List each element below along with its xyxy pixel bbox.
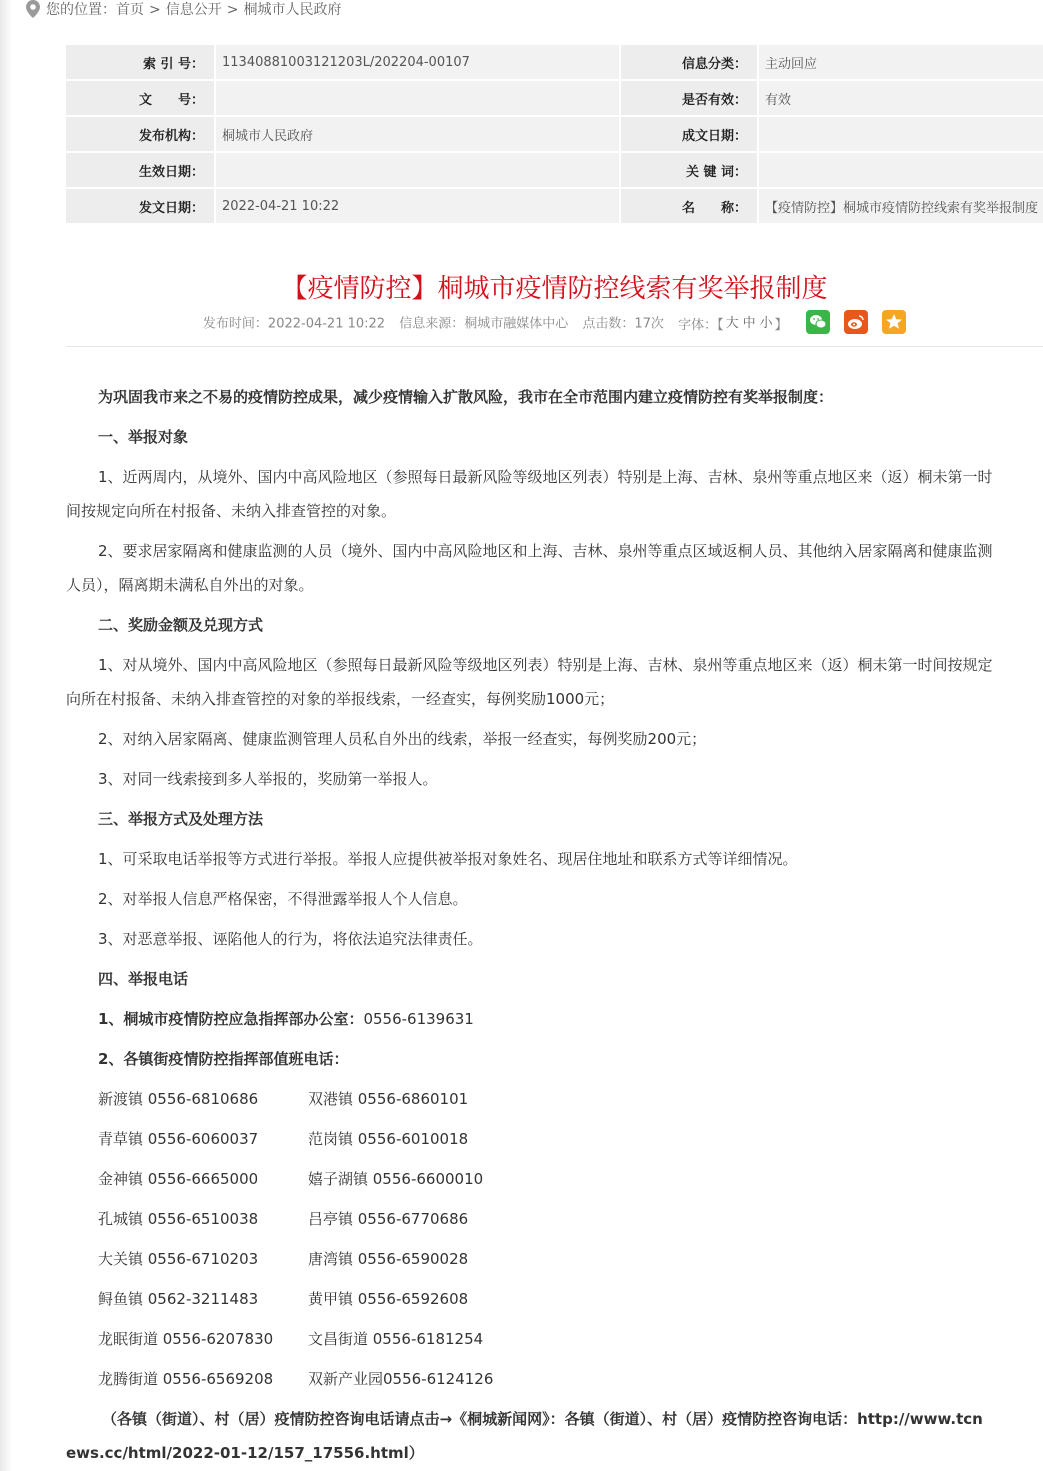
publisher-label: 发布机构： [66, 116, 215, 152]
keywords-label: 关 键 词： [620, 152, 758, 188]
article-title: 【疫情防控】桐城市疫情防控线索有奖举报制度 [281, 274, 828, 305]
town-phone-row [66, 1162, 1043, 1196]
left-edge-shadow [0, 0, 12, 1471]
town-phone-entry: 龙腾街道 0556-6569208 [98, 1370, 274, 1388]
section2-item2: 2、对纳入居家隔离、健康监测管理人员私自外出的线索，举报一经查实，每例奖励200元； [98, 730, 707, 748]
written-date-label: 成文日期： [620, 116, 758, 152]
breadcrumb-separator: > [149, 2, 161, 18]
town-phone-entry: 范岗镇 0556-6010018 [308, 1130, 469, 1148]
section-heading-3: 三、举报方式及处理方法 [98, 810, 264, 828]
location-pin-icon [26, 0, 40, 24]
town-phone-entry: 吕亭镇 0556-6770686 [308, 1210, 469, 1228]
keywords-value [758, 152, 1043, 188]
town-phone-entry: 金神镇 0556-6665000 [98, 1170, 259, 1188]
article-info-bar [66, 310, 1043, 340]
section-heading-2: 二、奖励金额及兑现方式 [98, 616, 264, 634]
section3-item3: 3、对恶意举报、诬陷他人的行为，将依法追究法律责任。 [98, 930, 483, 948]
town-phone-entry: 文昌街道 0556-6181254 [308, 1330, 484, 1348]
document-metadata-table [66, 45, 1043, 225]
validity-label: 是否有效： [620, 80, 758, 116]
paragraph-line: （各镇（街道）、村（居）疫情防控咨询电话请点击→《桐城新闻网》：各镇（街道）、村（居）疫情防控咨询电话：http://www.tcn [102, 1410, 983, 1428]
font-size-large-link[interactable]: 大 [725, 315, 739, 331]
font-size-control [678, 316, 788, 331]
paragraph-line: 间按规定向所在村报备、未纳入排查管控的对象。 [66, 502, 397, 520]
paragraph-line: ews.cc/html/2022-01-12/157_17556.html） [66, 1444, 424, 1462]
paragraph-line: 1、近两周内，从境外、国内中高风险地区（参照每日最新风险等级地区列表）特别是上海、吉林、泉州等重点地区来（返）桐未第一时 [98, 468, 993, 486]
town-phone-row [66, 1122, 1043, 1156]
paragraph-line: 向所在村报备、未纳入排查管控的对象的举报线索，一经查实，每例奖励1000元； [66, 690, 615, 708]
town-phone-row [66, 1282, 1043, 1316]
written-date-value [758, 116, 1043, 152]
weibo-icon[interactable] [844, 310, 868, 334]
breadcrumb-prefix: 您的位置： [46, 2, 116, 18]
star-icon[interactable] [882, 310, 906, 334]
title-divider [66, 346, 1043, 347]
document-name-value: 【疫情防控】桐城市疫情防控线索有奖举报制度 [758, 188, 1043, 224]
section1-item1 [66, 460, 1043, 528]
town-phone-row [66, 1082, 1043, 1116]
town-phone-entry: 唐湾镇 0556-6590028 [308, 1250, 469, 1268]
footer-note [66, 1402, 1043, 1470]
town-phone-list [66, 1082, 1043, 1396]
hotline-number: 0556-6139631 [363, 1010, 474, 1028]
wechat-icon[interactable] [806, 310, 830, 334]
intro-paragraph: 为巩固我市来之不易的疫情防控成果，减少疫情输入扩散风险，我市在全市范围内建立疫情防控有奖举报制度： [98, 388, 834, 406]
town-phone-row [66, 1322, 1043, 1356]
town-phone-entry: 孔城镇 0556-6510038 [98, 1210, 259, 1228]
town-phone-row [66, 1362, 1043, 1396]
section-heading-1: 一、举报对象 [98, 428, 189, 446]
town-phone-row [66, 1242, 1043, 1276]
effective-date-value [215, 152, 620, 188]
town-phone-entry: 双新产业园0556-6124126 [308, 1370, 494, 1388]
issue-date-label: 发文日期： [66, 188, 215, 224]
breadcrumb [26, 0, 341, 22]
font-size-close: 】 [774, 317, 788, 333]
section2-item3: 3、对同一线索接到多人举报的，奖励第一举报人。 [98, 770, 438, 788]
article-body [66, 380, 1043, 1470]
town-phone-entry: 青草镇 0556-6060037 [98, 1130, 259, 1148]
breadcrumb-home-link[interactable]: 首页 [116, 2, 144, 18]
section-heading-4: 四、举报电话 [98, 970, 189, 988]
town-phone-entry: 鲟鱼镇 0562-3211483 [98, 1290, 259, 1308]
hotline-label: 1、桐城市疫情防控应急指挥部办公室： [98, 1010, 364, 1028]
breadcrumb-separator: > [226, 2, 239, 18]
document-name-label: 名 称： [620, 188, 758, 224]
effective-date-label: 生效日期： [66, 152, 215, 188]
town-phone-entry: 龙眠街道 0556-6207830 [98, 1330, 274, 1348]
font-size-label: 字体：【 [678, 317, 724, 333]
section2-item1 [66, 648, 1043, 716]
paragraph-line: 2、要求居家隔离和健康监测的人员（境外、国内中高风险地区和上海、吉林、泉州等重点区域返桐人员、其他纳入居家隔离和健康监测 [98, 542, 993, 560]
index-number-value: 11340881003121203L/202204-00107 [215, 45, 620, 80]
section3-item1: 1、可采取电话举报等方式进行举报。举报人应提供被举报对象姓名、现居住地址和联系方式等详细情况。 [98, 850, 798, 868]
publish-time: 发布时间：2022-04-21 10:22 [202, 316, 386, 332]
click-count: 点击数：17次 [582, 316, 664, 332]
section1-item2 [66, 534, 1043, 602]
breadcrumb-section-link[interactable]: 信息公开 [165, 2, 222, 18]
document-number-label: 文 号： [66, 80, 215, 116]
town-phone-row [66, 1202, 1043, 1236]
font-size-medium-link[interactable]: 中 [742, 315, 756, 331]
town-phone-entry: 黄甲镇 0556-6592608 [308, 1290, 469, 1308]
info-source: 信息来源：桐城市融媒体中心 [399, 316, 569, 332]
paragraph-line: 1、对从境外、国内中高风险地区（参照每日最新风险等级地区列表）特别是上海、吉林、泉州等重点地区来（返）桐未第一时间按规定 [98, 656, 993, 674]
section3-item2: 2、对举报人信息严格保密，不得泄露举报人个人信息。 [98, 890, 468, 908]
font-size-small-link[interactable]: 小 [759, 315, 773, 331]
validity-value: 有效 [758, 80, 1043, 116]
publisher-value: 桐城市人民政府 [215, 116, 620, 152]
town-phone-entry: 嬉子湖镇 0556-6600010 [308, 1170, 484, 1188]
index-number-label: 索 引 号： [66, 45, 215, 80]
town-phone-entry: 新渡镇 0556-6810686 [98, 1090, 259, 1108]
breadcrumb-current-link[interactable]: 桐城市人民政府 [243, 2, 342, 18]
paragraph-line: 人员），隔离期未满私自外出的对象。 [66, 576, 314, 594]
hotline-item [66, 1002, 1043, 1036]
document-number-value [215, 80, 620, 116]
town-phone-entry: 大关镇 0556-6710203 [98, 1250, 259, 1268]
issue-date-value: 2022-04-21 10:22 [215, 188, 620, 224]
town-phone-entry: 双港镇 0556-6860101 [308, 1090, 469, 1108]
category-value: 主动回应 [758, 45, 1043, 80]
towns-heading: 2、各镇街疫情防控指挥部值班电话： [98, 1050, 349, 1068]
category-label: 信息分类： [620, 45, 758, 80]
